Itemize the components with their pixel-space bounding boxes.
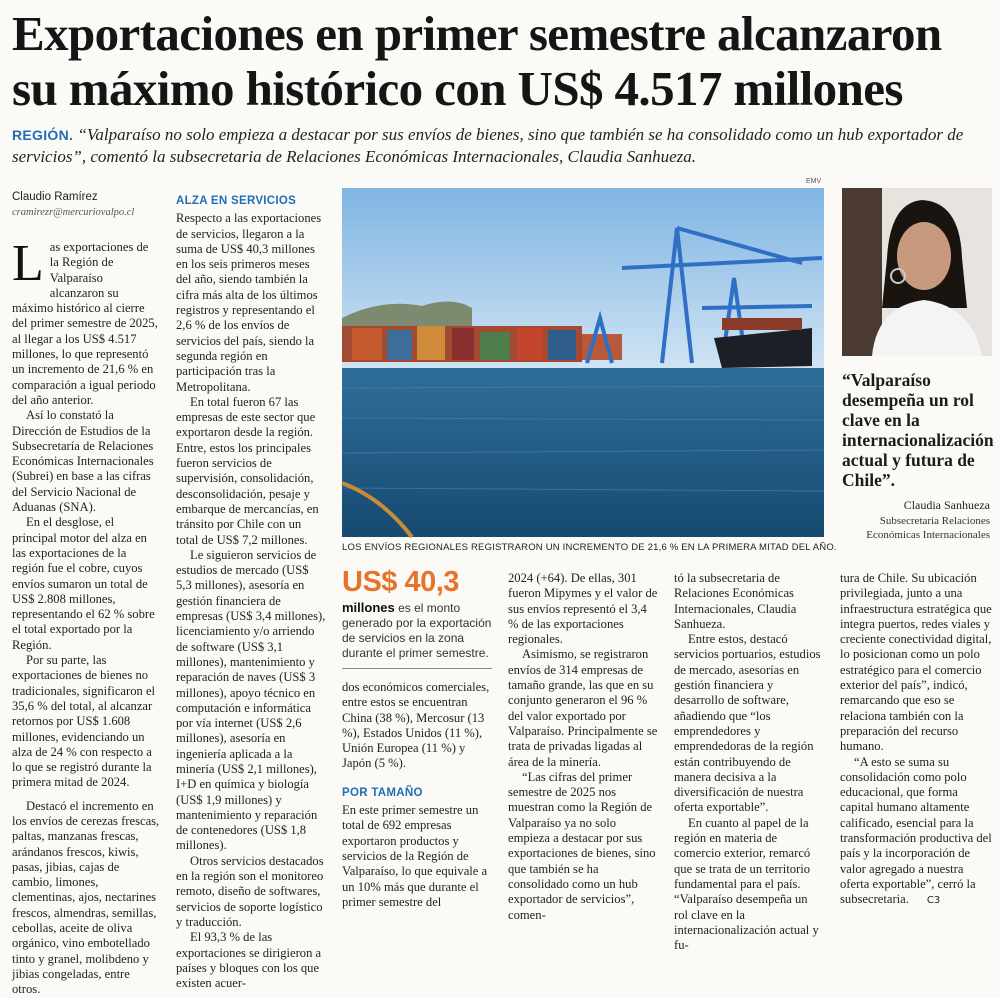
paragraph: 2024 (+64). De ellas, 301 fueron Mipymes y el valor de sus envíos representó el 3,4 % de las exportaciones regionales. — [508, 571, 658, 647]
paragraph: Otros servicios destacados en la región son el monitoreo remoto, diseño de softwares, servicios de soporte logístico y traducción. — [176, 853, 324, 929]
paragraph: En el desglose, el principal motor del alza en las exportaciones de la región fue el cobre, cuyos envíos sumaron un total de US$ 2.808 millones, representando el 62 % sobre el total exportado por la Región. — [12, 515, 155, 652]
author-byline: Claudio Ramírez — [12, 191, 98, 203]
paragraph: “A esto se suma su consolidación como polo educacional, que forma capital humano altamente calificado, esencial para la transformación productiva del país y la incorporación de valor agregado a nuestra oferta exportable”, cerró la subsecretaria. C3 — [840, 755, 992, 909]
paragraph: Entre estos, destacó servicios portuarios, estudios de mercado, asesorías en gestión financiera y desarrollo de software, añadiendo que “los emprendedores y emprendedoras de la región están contribuyendo de manera decisiva a la diversificación de nuestra oferta exportable”. — [674, 632, 821, 815]
container-stacks — [342, 326, 622, 362]
paragraph: En cuanto al papel de la región en materia de comercio exterior, remarcó que se trata de un territorio fundamental para el país. “Valparaíso desempeña un rol clave en la internacionalización actual y fu- — [674, 815, 819, 953]
column-6 — [840, 571, 992, 909]
paragraph: dos económicos comerciales, entre estos se encuentran China (38 %), Mercosur (13 %), Estados Unidos (11 %), Unión Europea (11 %) y Japón (5 %). — [342, 680, 490, 771]
portrait-photo — [842, 188, 992, 356]
divider — [342, 668, 492, 669]
port-photo — [342, 188, 824, 537]
paragraph: Por su parte, las exportaciones de bienes no tradicionales, significaron el 35,6 % del total, al alcanzar retornos por US$ 1.608 millones, evidenciando un alza de 24 % con respecto a lo que se registró durante la primera mitad de 2024. — [12, 653, 156, 790]
pull-quote: “Valparaíso desempeña un rol clave en la internacionalización actual y futura de Chile”. — [842, 370, 994, 490]
headline: Exportaciones en primer semestre alcanzaron su máximo histórico con US$ 4.517 millones — [12, 6, 942, 116]
paragraph: Respecto a las exportaciones de servicios, llegaron a la suma de US$ 40,3 millones en los seis primeros meses del año, siendo también la cifra más alta de los últimos registros y representando el 2,6 % de los envíos de servicios del país, siendo la segunda región en participación tras la Metropolitana. — [176, 211, 322, 394]
stat-unit: millones — [342, 600, 395, 615]
paragraph: Las exportaciones de la Región de Valparaíso alcanzaron su máximo histórico al cierre del primer semestre de 2025, al llegar a los US$ 4.517 millones, lo que representó un incremento de 21,6 % en comparación a igual periodo del año anterior. — [12, 235, 158, 407]
section-heading-tamano: POR TAMAÑO — [342, 786, 423, 799]
column-4 — [508, 571, 658, 923]
paragraph: tura de Chile. Su ubicación privilegiada, junto a una infraestructura estratégica que integra puertos, redes viales y creciente conectividad digital, lo posicionan como un polo estratégico para el comercio exterior del país”, indicó, remarcando que eso se relaciona también con la preparación del recurso humano. — [840, 571, 992, 754]
column-1 — [12, 235, 160, 998]
stat-description: millones es el monto generado por la exportación de servicios en la zona durante el primer semestre. — [342, 600, 492, 660]
paragraph: tó la subsecretaria de Relaciones Económicas Internacionales, Claudia Sanhueza. — [674, 571, 797, 631]
stat-value: US$ 40,3 — [342, 566, 459, 598]
paragraph: “Las cifras del primer semestre de 2025 nos muestran como la Región de Valparaíso ya no solo empieza a destacar por sus exportaciones de bienes, sino que también se ha consolidado como un hub exportador de servicios”, comen- — [508, 769, 656, 922]
paragraph: Así lo constató la Dirección de Estudios de la Subsecretaría de Relaciones Económicas Internacionales (Subrei) en base a las cifras del Servicio Nacional de Aduanas (SNA). — [12, 408, 154, 515]
paragraph: En total fueron 67 las empresas de este sector que exportaron desde la región. Entre, estos los principales fueron servicios de supervisión, consolidación, desconsolidación, pesaje y embarque de mercancías, en tránsito por Chile con un total de US$ 7,2 millones. — [176, 394, 319, 547]
column-2 — [176, 194, 326, 991]
dropcap: L — [12, 235, 44, 292]
region-tag: REGIÓN. — [12, 127, 74, 143]
paragraph: El 93,3 % de las exportaciones se dirigieron a países y bloques con los que existen acuer- — [176, 930, 322, 991]
photo-credit: EMV — [806, 178, 822, 185]
column-5 — [674, 571, 824, 953]
section-heading-servicios: ALZA EN SERVICIOS — [176, 195, 297, 207]
column-3 — [342, 680, 492, 910]
paragraph: Destacó el incremento en los envíos de cerezas frescas, paltas, manzanas frescas, arándanos frescos, kiwis, pasas, jibias, cajas de cambio, limones, clementinas, ajos, nectarines frescos, almendras, semillas, cebollas, aceite de oliva orgánico, vino embotellado tinto y granel, molibdeno y jibias congeladas, entre otros. — [12, 798, 160, 997]
author-email[interactable]: cramirezr@mercuriovalpo.cl — [12, 207, 135, 218]
end-mark-icon: C3 — [926, 895, 941, 907]
lead-text: “Valparaíso no solo empieza a destacar por sus envíos de bienes, sino que también se ha consolidado como un hub exportador de servicios”, comentó la subsecretaria de Relaciones Económicas Internacionales, Claudia Sanhueza. — [12, 125, 964, 166]
pull-quote-name: Claudia Sanhueza — [903, 498, 990, 512]
paragraph: Asimismo, se registraron envíos de 314 empresas de tamaño grande, las que en su conjunto generaron el 96 % del valor exportado por Valparaíso. Principalmente se trata de privadas ligadas al área de la minería. — [508, 647, 658, 769]
lead-paragraph — [12, 124, 990, 168]
pull-quote-role: Subsecretaria Relaciones Económicas Internacionales — [866, 515, 990, 541]
paragraph: En este primer semestre un total de 692 empresas exportaron productos y servicios de la Región de Valparaíso, lo que equivale a un 10% más que durante el primer semestre del — [342, 803, 488, 909]
photo-caption: LOS ENVÍOS REGIONALES REGISTRARON UN INCREMENTO DE 21,6 % EN LA PRIMERA MITAD DEL AÑO. — [342, 542, 837, 553]
paragraph: Le siguieron servicios de estudios de mercado (US$ 5,3 millones), asesoría en gestión financiera de empresas (US$ 3,4 millones), licenciamiento y/o arriendo de software (US$ 3,1 millones), mantenimiento y reparación de naves (US$ 3 millones), apoyo técnico en computación e informática por vía internet (US$ 2,6 millones), asesoría en ingeniería aplicada a la minería (US$ 2,1 millones), I+D en química y biología (US$ 1,9 millones) y mantenimiento y reparación de contenedores (US$ 1,8 millones). — [176, 547, 326, 853]
